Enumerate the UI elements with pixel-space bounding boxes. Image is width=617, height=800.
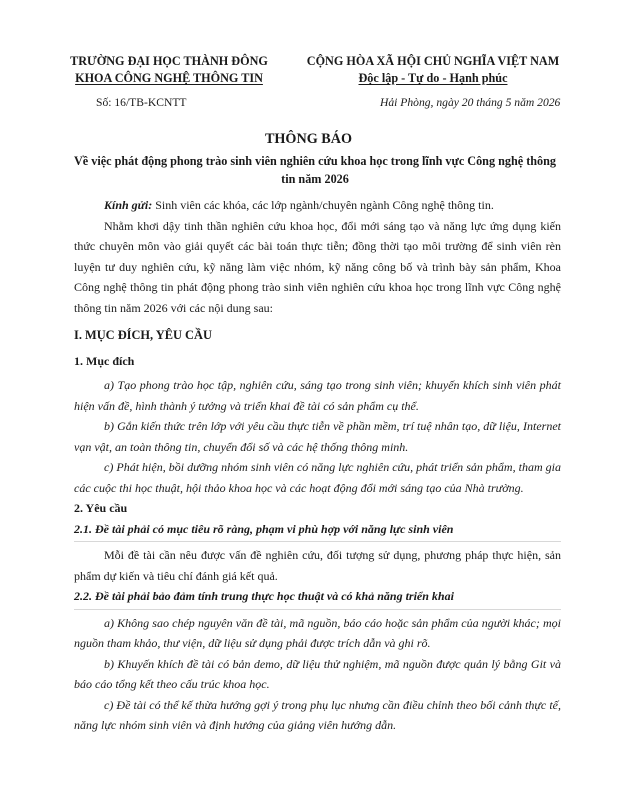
document-body	[74, 195, 561, 736]
requirement-2-2-item-b: b) Khuyến khích đề tài có bản demo, dữ liệu thử nghiệm, mã nguồn được quản lý bằng Git và báo cáo tổng kết theo cấu trúc khoa học.	[74, 656, 561, 691]
purpose-item-b: b) Gắn kiến thức trên lớp với yêu cầu thực tiễn về phần mềm, trí tuệ nhân tạo, dữ liệu, Internet vạn vật, an toàn thông tin, chuyển đổi số và các hệ thống thông minh.	[74, 419, 561, 454]
intro-paragraph: Nhằm khơi dậy tinh thần nghiên cứu khoa học, đổi mới sáng tạo và năng lực ứng dụng kiến thức chuyên môn vào giải quyết các bài toán thực tiễn; đồng thời tạo môi trường để sinh viên rèn luyện tư duy nghiên cứu, kỹ năng làm việc nhóm, kỹ năng công bố và trình bày sản phẩm, Khoa Công nghệ thông tin phát động phong trào sinh viên nghiên cứu khoa học trong lĩnh vực Công nghệ thông tin năm 2026 với các nội dung sau:	[74, 218, 561, 315]
subsection-heading-purpose: 1. Mục đích	[74, 353, 135, 368]
greeting	[74, 195, 561, 216]
subsection-heading-requirements: 2. Yêu cầu	[74, 501, 128, 515]
document-number: Số: 16/TB-KCNTT	[96, 96, 187, 109]
document-subtitle: Về việc phát động phong trào sinh viên nghiên cứu khoa học trong lĩnh vực Công nghệ thông tin năm 2026	[73, 154, 557, 186]
national-motto: Độc lập - Tự do - Hạnh phúc	[358, 71, 508, 85]
document-header	[0, 53, 617, 113]
requirement-2-2-heading: 2.2. Đề tài phải bảo đảm tính trung thực học thuật và có khả năng triển khai	[74, 589, 454, 603]
greeting-recipients: Sinh viên các khóa, các lớp ngành/chuyên ngành Công nghệ thông tin.	[152, 198, 494, 212]
issuing-organization	[54, 53, 284, 86]
national-heading	[288, 53, 578, 86]
purpose-item-a: a) Tạo phong trào học tập, nghiên cứu, sáng tạo trong sinh viên; khuyến khích sinh viên phát hiện vấn đề, hình thành ý tưởng và triển khai đề tài có sản phẩm cụ thể.	[74, 378, 561, 413]
purpose-item-c: c) Phát hiện, bồi dưỡng nhóm sinh viên có năng lực nghiên cứu, phát triển sản phẩm, tham gia các cuộc thi học thuật, hội thảo khoa học và các hoạt động đổi mới sáng tạo của Nhà trường.	[74, 460, 561, 495]
divider	[74, 541, 561, 542]
requirement-2-1-heading: 2.1. Đề tài phải có mục tiêu rõ ràng, phạm vi phù hợp với năng lực sinh viên	[74, 521, 454, 536]
requirement-2-2-item-c: c) Đề tài có thể kế thừa hướng gợi ý trong phụ lục nhưng cần điều chỉnh theo bối cảnh thực tế, năng lực nhóm sinh viên và định hướng của giảng viên hướng dẫn.	[74, 697, 561, 732]
document-title: THÔNG BÁO	[264, 131, 353, 147]
university-name: TRƯỜNG ĐẠI HỌC THÀNH ĐÔNG	[70, 54, 268, 68]
section-heading-purpose-requirements: I. MỤC ĐÍCH, YÊU CẦU	[74, 328, 212, 342]
national-title: CỘNG HÒA XÃ HỘI CHỦ NGHĨA VIỆT NAM	[306, 54, 560, 68]
requirement-2-1-text: Mỗi đề tài cần nêu được vấn đề nghiên cứu, đối tượng sử dụng, phương pháp thực hiện, sản phẩm dự kiến và tiêu chí đánh giá kết quả.	[74, 548, 561, 583]
divider	[74, 609, 561, 610]
place-and-date: Hải Phòng, ngày 20 tháng 5 năm 2026	[380, 96, 561, 109]
faculty-name: KHOA CÔNG NGHỆ THÔNG TIN	[75, 71, 263, 85]
requirement-2-2-item-a: a) Không sao chép nguyên văn đề tài, mã nguồn, báo cáo hoặc sản phẩm của người khác; mọi nguồn tham khảo, thư viện, dữ liệu sử dụng phải được trích dẫn và ghi rõ.	[74, 615, 561, 650]
greeting-label: Kính gửi:	[104, 198, 153, 212]
